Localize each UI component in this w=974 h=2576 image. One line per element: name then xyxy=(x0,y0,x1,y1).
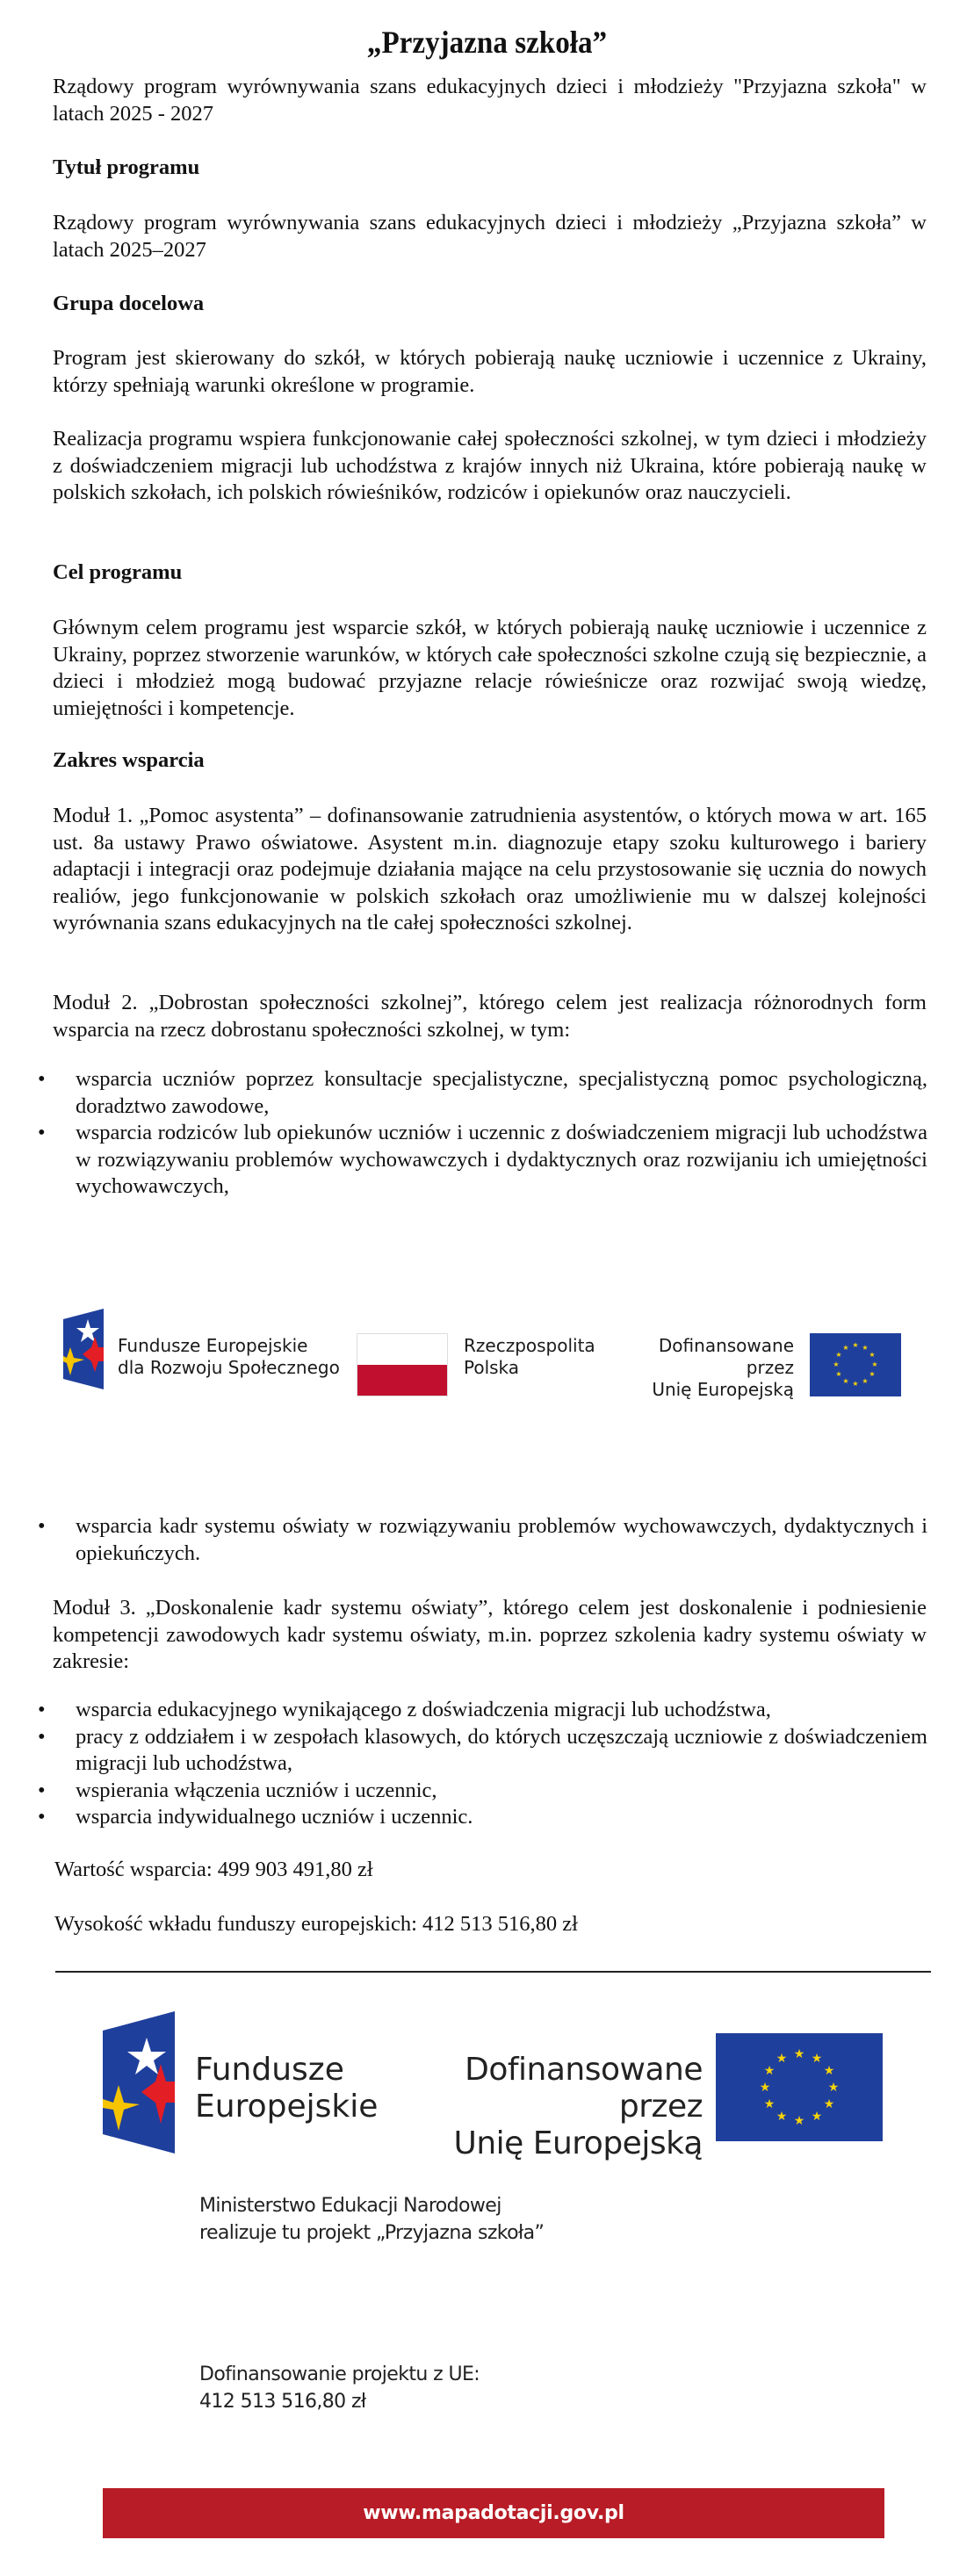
heading-zakres: Zakres wsparcia xyxy=(53,748,205,772)
page-title: „Przyjazna szkoła” xyxy=(366,25,608,60)
list-item: • pracy z oddziałem i w zespołach klasowych, do których uczęszczają uczniowie z doświadczeniem migracji lub uchodźstwa, xyxy=(38,1724,927,1775)
rp-line-2: Polska xyxy=(464,1357,520,1378)
poster-eu-line-1: Dofinansowane przez xyxy=(465,2052,703,2125)
svg-text:★: ★ xyxy=(862,1377,869,1385)
svg-text:★: ★ xyxy=(869,1351,876,1359)
svg-text:★: ★ xyxy=(842,1377,849,1385)
list-item: • wsparcia kadr systemu oświaty w rozwiązywaniu problemów wychowawczych, dydaktycznych i opiekuńczych. xyxy=(38,1514,927,1565)
funding-value: 412 513 516,80 zł xyxy=(199,2391,366,2413)
modul3-list xyxy=(38,1697,927,1831)
funding-label: Dofinansowanie projektu z UE: xyxy=(199,2363,480,2385)
ministry-line-1: Ministerstwo Edukacji Narodowej xyxy=(199,2195,501,2217)
svg-text:★: ★ xyxy=(852,1341,859,1349)
fe-line-2: dla Rozwoju Społecznego xyxy=(118,1357,340,1378)
list-item: • wsparcia indywidualnego uczniów i uczennic. xyxy=(38,1805,473,1829)
svg-text:★: ★ xyxy=(862,1344,869,1352)
poster-fe-line-1: Fundusze xyxy=(195,2052,344,2088)
fe-line-1: Fundusze Europejskie xyxy=(118,1335,308,1356)
url-bar xyxy=(103,2488,884,2538)
polish-flag-icon xyxy=(357,1333,448,1396)
svg-text:★: ★ xyxy=(811,2110,823,2124)
list-item: • wsparcia uczniów poprzez konsultacje specjalistyczne, specjalistyczną pomoc psychologiczną, doradztwo zawodowe, xyxy=(38,1067,927,1118)
eu-line-1: Dofinansowane przez xyxy=(658,1335,794,1378)
modul2-list xyxy=(38,1066,927,1201)
website-link[interactable]: www.mapadotacji.gov.pl xyxy=(363,2502,624,2524)
svg-text:★: ★ xyxy=(852,1380,859,1388)
svg-text:★: ★ xyxy=(823,2064,835,2078)
svg-text:★: ★ xyxy=(793,2114,805,2128)
heading-grupa: Grupa docelowa xyxy=(53,292,205,315)
funding-logos-strip xyxy=(61,1309,905,1400)
svg-text:★: ★ xyxy=(763,2064,776,2078)
svg-text:★: ★ xyxy=(833,1360,840,1368)
modul3-text: Moduł 3. „Doskonalenie kadr systemu oświaty”, którego celem jest doskonalenie i podniesienie kompetencji zawodowych kadr systemu oświaty, m.in. poprzez szkolenia kadry systemu oświaty w zakresie: xyxy=(53,1596,927,1673)
svg-text:★: ★ xyxy=(823,2097,835,2111)
svg-text:★: ★ xyxy=(871,1360,878,1368)
svg-text:★: ★ xyxy=(869,1370,876,1378)
svg-text:★: ★ xyxy=(776,2052,788,2066)
svg-text:★: ★ xyxy=(763,2097,776,2111)
eu-flag-icon xyxy=(810,1333,901,1396)
svg-text:★: ★ xyxy=(776,2110,788,2124)
eu-line-2: Unię Europejską xyxy=(652,1379,794,1400)
grupa-text-2: Realizacja programu wspiera funkcjonowanie całej społeczności szkolnej, w tym dzieci i młodzieży z doświadczeniem migracji lub uchodźstwa z krajów innych niż Ukraina, które pobierają naukę w polskich szkołach, ich polskich rówieśników, rodziców i opiekunów oraz nauczycieli. xyxy=(53,427,927,504)
modul2-text: Moduł 2. „Dobrostan społeczności szkolnej”, którego celem jest realizacja różnorodnych form wsparcia na rzecz dobrostanu społeczności szkolnej, w tym: xyxy=(53,991,927,1042)
tytul-text: Rządowy program wyrównywania szans edukacyjnych dzieci i młodzieży „Przyjazna szkoła” w latach 2025–2027 xyxy=(53,211,927,262)
fundusze-europejskie-logo-icon xyxy=(63,1309,104,1389)
rp-line-1: Rzeczpospolita xyxy=(464,1335,595,1356)
svg-text:★: ★ xyxy=(842,1344,849,1352)
list-item: • wsparcia rodziców lub opiekunów uczniów i uczennic z doświadczeniem migracji lub uchodźstwa w rozwiązywaniu problemów wychowawczych i dydaktycznych oraz rozwijaniu ich umiejętności wychowawczych, xyxy=(38,1121,927,1198)
subtitle: Rządowy program wyrównywania szans edukacyjnych dzieci i młodzieży "Przyjazna szkoła" w latach 2025 - 2027 xyxy=(53,75,927,126)
poster-fe-line-2: Europejskie xyxy=(195,2089,379,2125)
svg-text:★: ★ xyxy=(759,2081,771,2095)
poster-eu-flag-icon xyxy=(716,2033,883,2141)
poster-eu-line-2: Unię Europejską xyxy=(453,2125,703,2161)
fundusze-europejskie-poster-logo-icon xyxy=(103,2011,175,2154)
modul1-text: Moduł 1. „Pomoc asystenta” – dofinansowanie zatrudnienia asystentów, o których mowa w art. 165 ust. 8a ustawy Prawo oświatowe. Asystent m.in. diagnozuje etapy szoku kulturowego i bariery adaptacji i integracji oraz podejmuje działania mające na celu przystosowanie się ucznia do nowych realiów, jego funkcjonowanie w polskich szkołach oraz umożliwienie mu w dalszej kolejności wyrównania szans edukacyjnych na tle całej społeczności szkolnej. xyxy=(53,804,927,934)
grupa-text-1: Program jest skierowany do szkół, w których pobierają naukę uczniowie i uczennice z Ukrainy, którzy spełniają warunki określone w programie. xyxy=(53,346,927,397)
cel-text: Głównym celem programu jest wsparcie szkół, w których pobierają naukę uczniowie i uczennice z Ukrainy, poprzez stworzenie warunków, w których całe społeczności szkolne czują się bezpiecznie, a dzieci i młodzież mogą budować przyjazne relacje rówieśnicze oraz rozwijać swoją wiedzę, umiejętności i kompetencje. xyxy=(53,616,927,720)
modul2-list-continued xyxy=(38,1513,927,1567)
heading-tytul: Tytuł programu xyxy=(53,155,200,179)
svg-text:★: ★ xyxy=(793,2047,805,2061)
support-value: Wartość wsparcia: 499 903 491,80 zł xyxy=(54,1858,373,1881)
divider xyxy=(55,1971,931,1973)
svg-text:★: ★ xyxy=(835,1370,842,1378)
list-item: • wspierania włączenia uczniów i uczennic, xyxy=(38,1778,437,1802)
heading-cel: Cel programu xyxy=(53,560,183,584)
list-item: • wsparcia edukacyjnego wynikającego z doświadczenia migracji lub uchodźstwa, xyxy=(38,1698,771,1721)
svg-text:★: ★ xyxy=(827,2081,840,2095)
svg-text:★: ★ xyxy=(811,2052,823,2066)
eu-contribution: Wysokość wkładu funduszy europejskich: 412 513 516,80 zł xyxy=(54,1912,578,1936)
ministry-line-2: realizuje tu projekt „Przyjazna szkoła” xyxy=(199,2222,545,2244)
svg-text:★: ★ xyxy=(835,1351,842,1359)
